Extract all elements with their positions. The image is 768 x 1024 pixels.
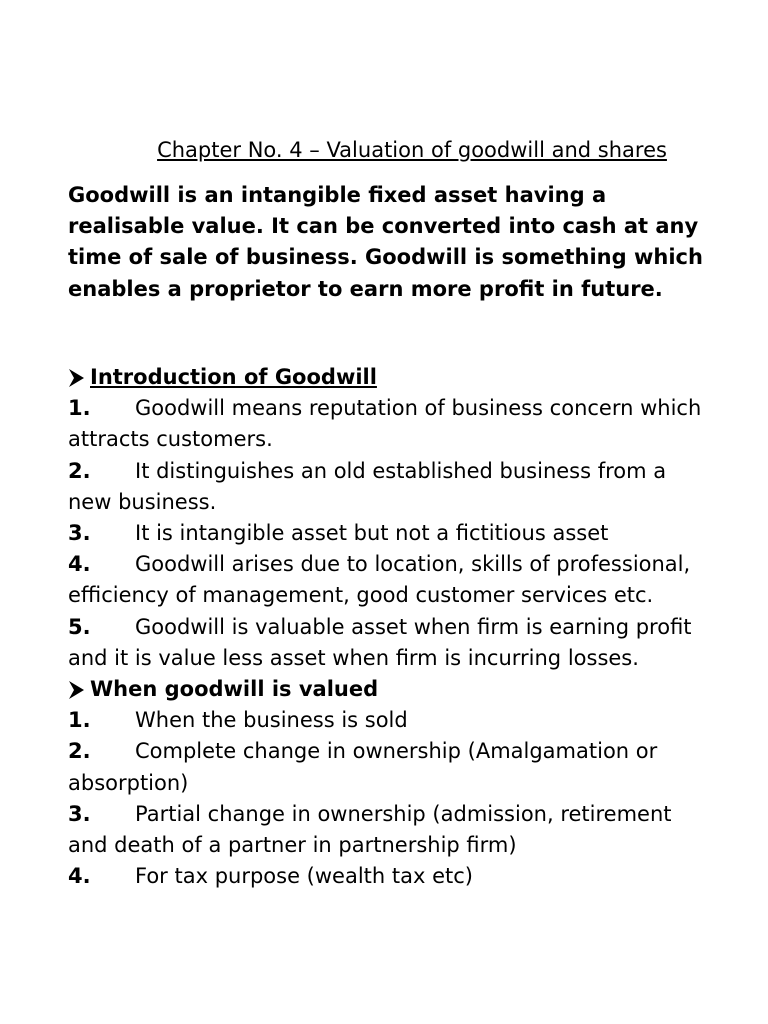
list-item-text: For tax purpose (wealth tax etc)	[135, 864, 473, 889]
list-item-text-continued: attracts customers.	[68, 427, 273, 452]
list-item-text: Goodwill is valuable asset when firm is earning profit	[135, 614, 692, 639]
list-item-text-continued: absorption)	[68, 770, 189, 795]
section-heading-text: Introduction of Goodwill	[90, 365, 377, 389]
list-item	[68, 518, 764, 549]
list-item	[68, 456, 764, 518]
list-item	[68, 799, 764, 861]
list-item-text: It distinguishes an old established business from a	[135, 458, 667, 483]
intro-line: Goodwill is an intangible fixed asset having a	[68, 183, 607, 207]
section-heading-text: When goodwill is valued	[90, 677, 379, 702]
document-body	[68, 362, 764, 892]
chapter-title	[0, 136, 768, 164]
list-item-number: 3.	[68, 801, 91, 826]
list-item-number: 5.	[68, 614, 91, 639]
list-item-text: Goodwill means reputation of business concern which	[135, 396, 702, 421]
chapter-title-text: Chapter No. 4 – Valuation of goodwill and shares	[157, 138, 667, 162]
intro-line: time of sale of business. Goodwill is something which	[68, 245, 703, 270]
list-item-text-continued: and it is value less asset when firm is incurring losses.	[68, 645, 639, 670]
list-item-text: Goodwill arises due to location, skills of professional,	[135, 552, 691, 577]
list-item-number: 1.	[68, 396, 91, 421]
list-item-number: 4.	[68, 552, 91, 577]
list-item	[68, 549, 764, 611]
list-item	[68, 736, 764, 798]
list-item-text-continued: new business.	[68, 489, 217, 514]
arrowhead-bullet-icon	[68, 368, 85, 388]
intro-line: realisable value. It can be converted into cash at any	[68, 214, 699, 239]
list-item-text: Complete change in ownership (Amalgamation or	[135, 739, 658, 764]
list-item-text-continued: efficiency of management, good customer services etc.	[68, 583, 654, 608]
list-item-number: 4.	[68, 864, 91, 889]
list-item	[68, 612, 764, 674]
list-item-number: 2.	[68, 458, 91, 483]
list-item	[68, 705, 764, 736]
list-item-text-continued: and death of a partner in partnership firm)	[68, 833, 517, 858]
section-heading-introduction	[68, 362, 764, 393]
list-item-text: It is intangible asset but not a fictitious asset	[135, 521, 609, 545]
list-item	[68, 861, 764, 892]
list-item-number: 1.	[68, 708, 91, 733]
intro-line: enables a proprietor to earn more profit in future.	[68, 276, 663, 301]
section-heading-when-valued	[68, 674, 764, 705]
list-item	[68, 393, 764, 455]
list-item-number: 2.	[68, 739, 91, 764]
arrowhead-bullet-icon	[68, 680, 85, 700]
list-item-number: 3.	[68, 521, 91, 545]
intro-paragraph	[68, 180, 764, 305]
list-item-text: When the business is sold	[135, 708, 408, 733]
list-item-text: Partial change in ownership (admission, retirement	[135, 801, 672, 826]
